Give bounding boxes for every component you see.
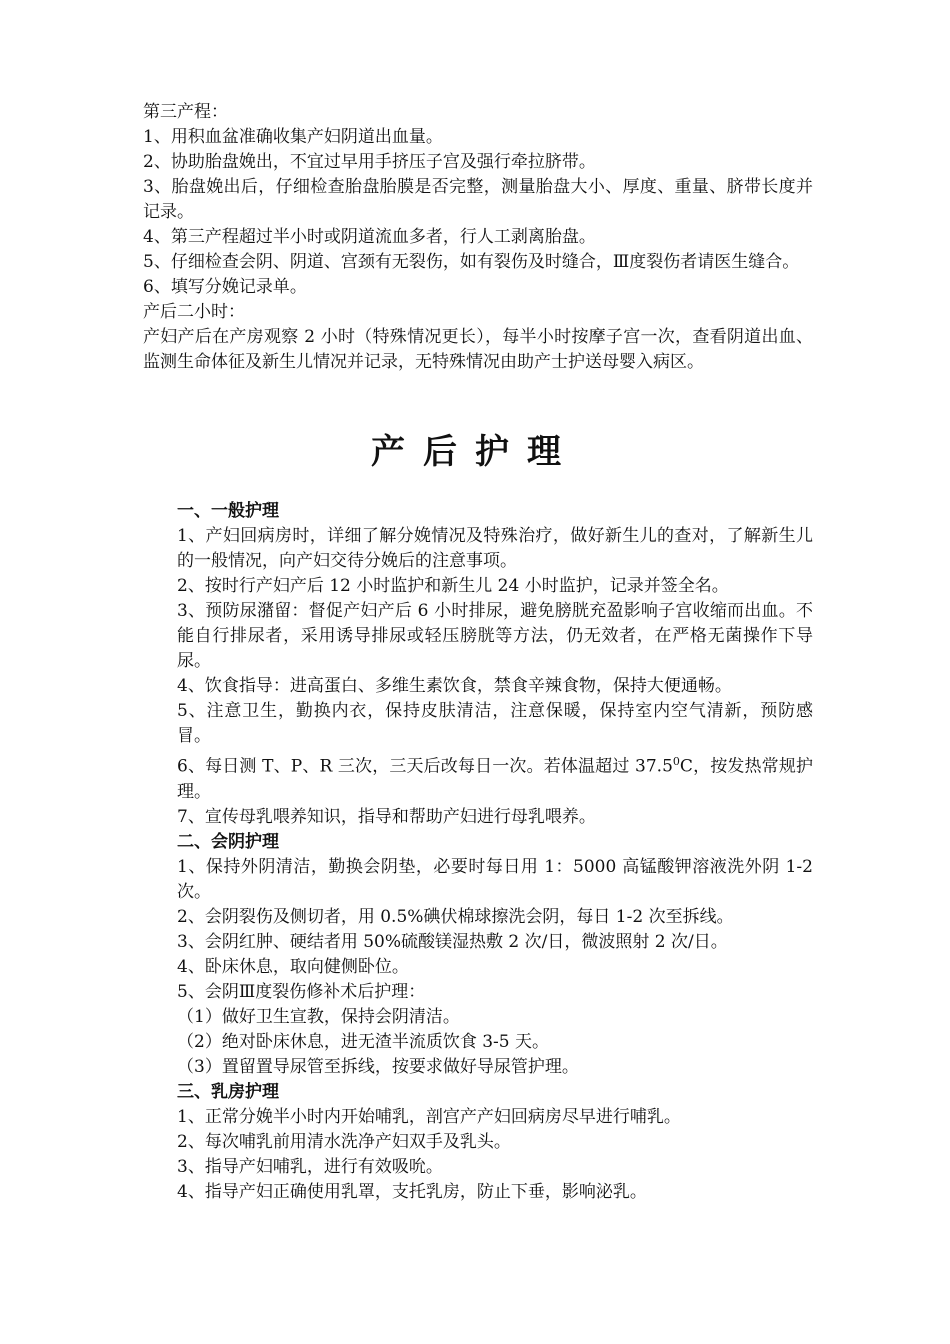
third-stage-section <box>143 100 813 375</box>
breast-care-item: 3、指导产妇哺乳，进行有效吸吮。 <box>177 1156 443 1177</box>
perineal-care-subitem: （3）置留置导尿管至拆线，按要求做好导尿管护理。 <box>177 1056 579 1077</box>
perineal-care-item: 5、会阴Ⅲ度裂伤修补术后护理： <box>177 981 426 1002</box>
breast-care-item: 2、每次哺乳前用清水洗净产妇双手及乳头。 <box>177 1131 511 1152</box>
perineal-care-heading: 二、会阴护理 <box>177 831 279 852</box>
perineal-care-subitem: （1）做好卫生宣教，保持会阴清洁。 <box>177 1006 460 1027</box>
temperature-text-after: C，按发热常规护理。 <box>177 756 813 802</box>
general-care-item: 4、饮食指导：进高蛋白、多维生素饮食，禁食辛辣食物，保持大便通畅。 <box>177 676 732 696</box>
perineal-care-item: 1、保持外阴清洁，勤换会阴垫，必要时每日用 1：5000 高锰酸钾溶液洗外阴 1-2 次。 <box>177 856 813 902</box>
third-stage-item: 3、胎盘娩出后，仔细检查胎盘胎膜是否完整，测量胎盘大小、厚度、重量、脐带长度并记录。 <box>143 177 813 222</box>
perineal-care-subitem: （2）绝对卧床休息，进无渣半流质饮食 3-5 天。 <box>177 1031 549 1052</box>
general-care-item-temperature <box>177 749 813 805</box>
third-stage-item: 1、用积血盆准确收集产妇阴道出血量。 <box>143 127 443 147</box>
general-care-item: 2、按时行产妇产后 12 小时监护和新生儿 24 小时监护，记录并签全名。 <box>177 576 729 596</box>
third-stage-item: 5、仔细检查会阴、阴道、宫颈有无裂伤，如有裂伤及时缝合，Ⅲ度裂伤者请医生缝合。 <box>143 252 800 272</box>
third-stage-item: 2、协助胎盘娩出，不宜过早用手挤压子宫及强行牵拉脐带。 <box>143 152 596 172</box>
general-care-heading: 一、一般护理 <box>177 501 279 521</box>
perineal-care-item: 4、卧床休息，取向健侧卧位。 <box>177 956 409 977</box>
breast-care-item: 1、正常分娩半小时内开始哺乳，剖宫产产妇回病房尽早进行哺乳。 <box>177 1106 681 1127</box>
third-stage-heading: 第三产程： <box>143 102 228 122</box>
page-title: 产后护理 <box>371 432 579 472</box>
postpartum-two-hours-heading: 产后二小时： <box>143 302 245 322</box>
temperature-text-before: 6、每日测 T、P、R 三次，三天后改每日一次。若体温超过 37.5 <box>177 756 673 777</box>
general-care-item: 1、产妇回病房时，详细了解分娩情况及特殊治疗，做好新生儿的查对，了解新生儿的一般情况，向产妇交待分娩后的注意事项。 <box>177 526 813 571</box>
breast-care-heading: 三、乳房护理 <box>177 1081 279 1102</box>
perineal-care-item: 2、会阴裂伤及侧切者，用 0.5%碘伏棉球擦洗会阴，每日 1-2 次至拆线。 <box>177 906 734 927</box>
breast-care-item: 4、指导产妇正确使用乳罩，支托乳房，防止下垂，影响泌乳。 <box>177 1181 647 1202</box>
perineal-care-item: 3、会阴红肿、硬结者用 50%硫酸镁湿热敷 2 次/日，微波照射 2 次/日。 <box>177 931 728 952</box>
third-stage-item: 4、第三产程超过半小时或阴道流血多者，行人工剥离胎盘。 <box>143 227 596 247</box>
general-care-item: 3、预防尿潴留：督促产妇产后 6 小时排尿，避免膀胱充盈影响子宫收缩而出血。不能自行排尿者，采用诱导排尿或轻压膀胱等方法，仍无效者，在严格无菌操作下导尿。 <box>177 601 813 671</box>
temperature-superscript: 0 <box>672 755 680 768</box>
general-care-item: 7、宣传母乳喂养知识，指导和帮助产妇进行母乳喂养。 <box>177 806 596 827</box>
postpartum-two-hours-text: 产妇产后在产房观察 2 小时（特殊情况更长），每半小时按摩子宫一次，查看阴道出血、监测生命体征及新生儿情况并记录，无特殊情况由助产士护送母婴入病区。 <box>143 327 813 372</box>
postpartum-care-section <box>177 499 813 1205</box>
general-care-item: 5、注意卫生，勤换内衣，保持皮肤清洁，注意保暖，保持室内空气清新，预防感冒。 <box>177 701 813 746</box>
third-stage-item: 6、填写分娩记录单。 <box>143 277 307 297</box>
